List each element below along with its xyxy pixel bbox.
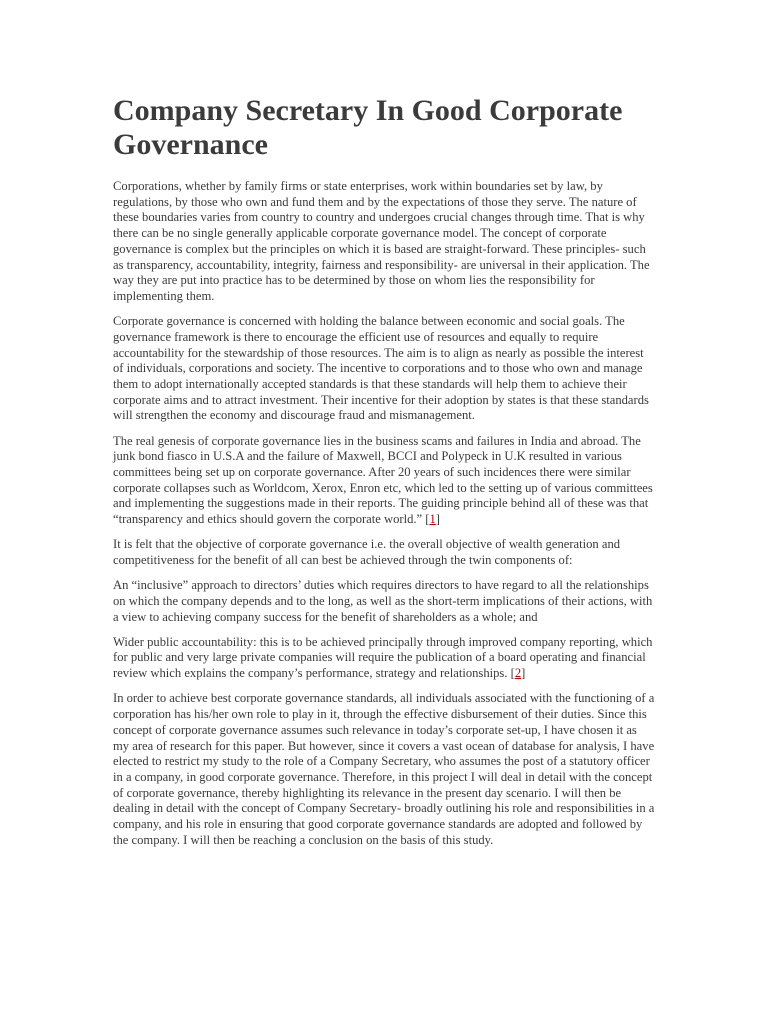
paragraph-text: Corporate governance is concerned with holding the balance between economic and social goals. The governance framework is there to encourage the efficient use of resources and equally to require accountability for the stewardship of those resources. The aim is to align as nearly as possible the interest of individuals, corporations and society. The incentive to corporations and to those who own and manage them to adopt internationally accepted standards is that these standards will help them to achieve their corporate aims and to attract investment. Their incentive for their adoption by states is that these standards will strengthen the economy and discourage fraud and mismanagement. — [113, 314, 649, 423]
footnote-bracket-close: ] — [521, 666, 526, 681]
document-title: Company Secretary In Good Corporate Governance — [113, 94, 623, 161]
footnote-link-2[interactable]: 2 — [514, 666, 522, 681]
paragraph-5 — [113, 578, 655, 625]
footnote-link-1[interactable]: 1 — [429, 512, 436, 527]
footnote-bracket-close: ] — [435, 512, 440, 527]
paragraph-3 — [113, 434, 655, 528]
paragraph-1 — [113, 179, 655, 305]
paragraph-4 — [113, 537, 655, 568]
paragraph-2 — [113, 314, 655, 424]
paragraph-text: In order to achieve best corporate governance standards, all individuals associated with the functioning of a corporation has his/her own role to play in it, through the effective disbursement of their duties. Since this concept of corporate governance assumes such relevance in today’s corporate set-up, I have chosen it as my area of research for this paper. But however, since it covers a vast ocean of database for analysis, I have elected to restrict my study to the role of a Company Secretary, who assumes the post of a statutory officer in a company, in good corporate governance. Therefore, in this project I will deal in detail with the concept of corporate governance, thereby highlighting its relevance in the present day scenario. I will then be dealing in detail with the concept of Company Secretary- broadly outlining his role and responsibilities in a company, and his role in ensuring that good corporate governance standards are adopted and followed by the company. I will then be reaching a conclusion on the basis of this study. — [113, 691, 655, 847]
paragraph-text: It is felt that the objective of corporate governance i.e. the overall objective of wealth generation and competitiveness for the benefit of all can best be achieved through the twin components of: — [113, 537, 621, 567]
paragraph-text: Wider public accountability: this is to be achieved principally through improved company reporting, which for public and very large private companies will require the publication of a board operating and financial review which explains the company’s performance, strategy and relationships. [ — [113, 634, 653, 681]
document-page — [113, 94, 655, 858]
paragraph-7 — [113, 691, 655, 848]
paragraph-text: The real genesis of corporate governance lies in the business scams and failures in India and abroad. The junk bond fiasco in U.S.A and the failure of Maxwell, BCCI and Polypeck in U.K resulted in various committees being set up on corporate governance. After 20 years of such incidences there were similar corporate collapses such as Worldcom, Xerox, Enron etc, which led to the setting up of various committees and implementing the suggestions made in their reports. The guiding principle behind all of these was that “transparency and ethics should govern the corporate world.” [ — [113, 433, 653, 527]
paragraph-6 — [113, 635, 655, 682]
paragraph-text: Corporations, whether by family firms or state enterprises, work within boundaries set by law, by regulations, by those who own and fund them and by the expectations of those they serve. The nature of these boundaries varies from country to country and undergoes crucial changes through time. That is why there can be no single generally applicable corporate governance model. The concept of corporate governance is complex but the principles on which it is based are straight-forward. These principles- such as transparency, accountability, integrity, fairness and responsibility- are universal in their application. The way they are put into practice has to be determined by those on whom lies the responsibility for implementing them. — [113, 179, 650, 303]
paragraph-text: An “inclusive” approach to directors’ duties which requires directors to have regard to all the relationships on which the company depends and to the long, as well as the short-term implications of their actions, with a view to achieving company success for the benefit of shareholders as a whole; and — [113, 578, 653, 624]
